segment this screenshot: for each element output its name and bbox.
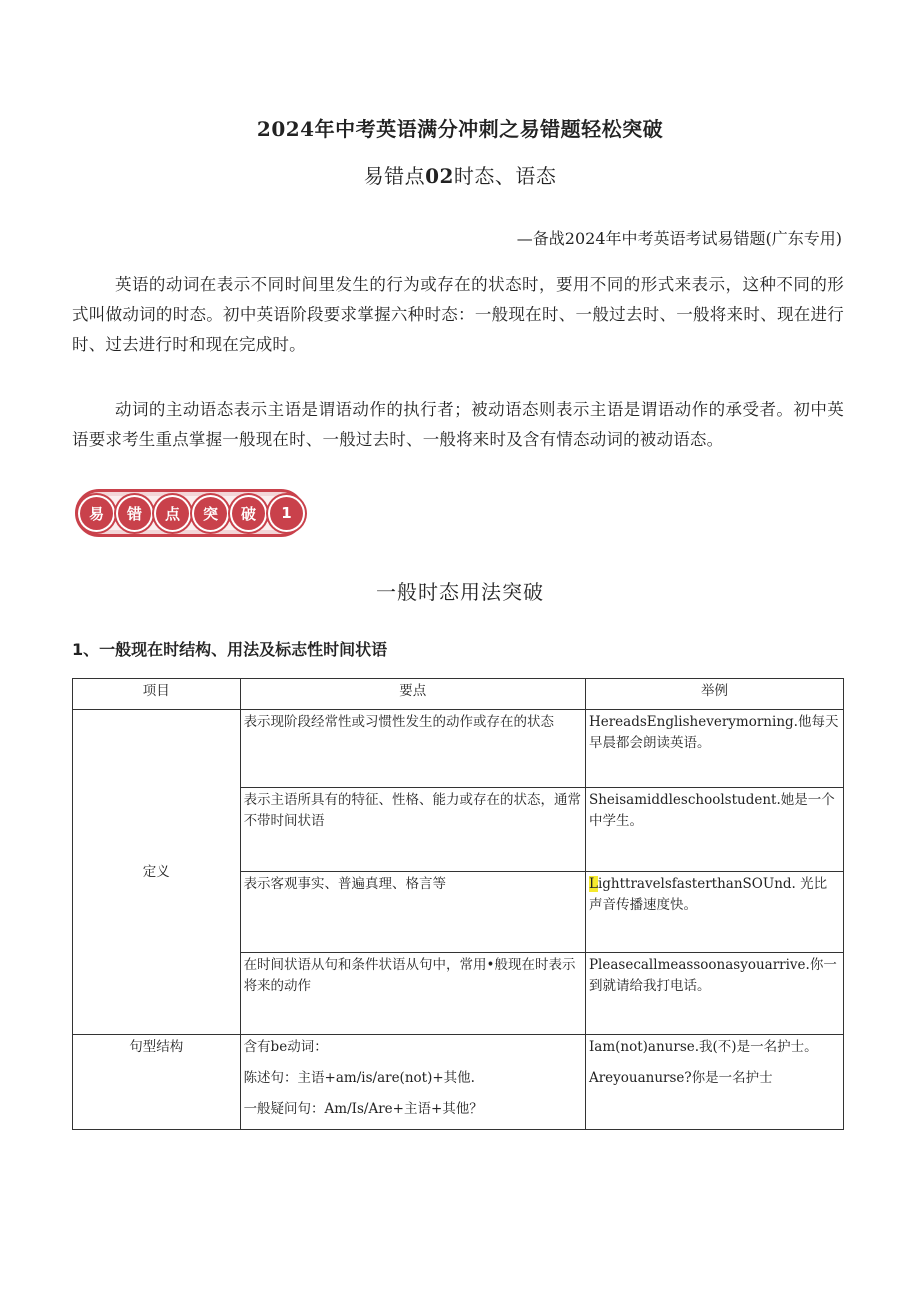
table-header: 举例	[585, 679, 843, 710]
section-badge	[75, 489, 305, 537]
badge-char: 破	[232, 497, 265, 530]
section-heading: 一般时态用法突破	[376, 580, 544, 604]
structure-examples-cell	[585, 1035, 843, 1130]
point-cell: 表示主语所具有的特征、性格、能力或存在的状态，通常不带时间状语	[240, 788, 585, 872]
intro-paragraph-voice: 动词的主动语态表示主语是谓语动作的执行者；被动语态则表示主语是谓语动作的承受者。初中英语要求考生重点掌握一般现在时、一般过去时、一般将来时及含有情态动词的被动语态。	[72, 400, 844, 449]
subtitle-prefix: 易错点	[363, 164, 426, 188]
structure-example: Iam(not)anurse.我(不)是一名护士。	[588, 1039, 818, 1055]
badge-char: 点	[156, 497, 189, 530]
highlighted-text: L	[588, 876, 598, 892]
badge-char: 突	[194, 497, 227, 530]
row-label-structure: 句型结构	[73, 1035, 241, 1130]
table-row	[73, 1035, 844, 1130]
structure-point: 含有be动词：	[243, 1039, 328, 1055]
badge-char: 错	[118, 497, 151, 530]
example-cell	[585, 872, 843, 953]
structure-example: Areyouanurse?你是一名护士	[588, 1070, 773, 1086]
example-text: ighttravelsfasterthanSOUnd. 光比声音传播速度快。	[588, 876, 828, 913]
example-cell: Sheisamiddleschoolstudent.她是一个中学生。	[585, 788, 843, 872]
structure-point: 陈述句：主语+am/is/are(not)+其他.	[243, 1070, 475, 1086]
section-sub-heading: 1、一般现在时结构、用法及标志性时间状语	[72, 640, 388, 659]
intro-paragraph-tense: 英语的动词在表示不同时间里发生的行为或存在的状态时，要用不同的形式来表示，这种不同的形式叫做动词的时态。初中英语阶段要求掌握六种时态：一般现在时、一般过去时、一般将来时、现在进行时、过去进行时和现在完成时。	[72, 275, 844, 354]
grammar-table	[72, 678, 844, 1130]
badge-char: 1	[270, 497, 303, 530]
document-source: —备战2024年中考英语考试易错题(广东专用)	[516, 229, 842, 248]
point-cell: 表示客观事实、普遍真理、格言等	[240, 872, 585, 953]
example-cell: HereadsEnglisheverymorning.他每天早晨都会朗读英语。	[585, 710, 843, 788]
subtitle-number: 02	[425, 164, 454, 188]
structure-points-cell	[240, 1035, 585, 1130]
document-subtitle	[0, 160, 920, 189]
badge-char: 易	[80, 497, 113, 530]
table-row	[73, 710, 844, 788]
document-title: 2024年中考英语满分冲刺之易错题轻松突破	[256, 117, 664, 141]
table-header: 项目	[73, 679, 241, 710]
point-cell: 表示现阶段经常性或习惯性发生的动作或存在的状态	[240, 710, 585, 788]
row-label-definition: 定义	[73, 710, 241, 1035]
table-header-row	[73, 679, 844, 710]
structure-point: 一般疑问句：Am/Is/Are+主语+其他？	[243, 1101, 483, 1117]
subtitle-suffix: 时态、语态	[453, 164, 557, 188]
table-header: 要点	[240, 679, 585, 710]
point-cell: 在时间状语从句和条件状语从句中，常用•般现在时表示将来的动作	[240, 953, 585, 1035]
example-cell: Pleasecallmeassoonasyouarrive.你一到就请给我打电话。	[585, 953, 843, 1035]
